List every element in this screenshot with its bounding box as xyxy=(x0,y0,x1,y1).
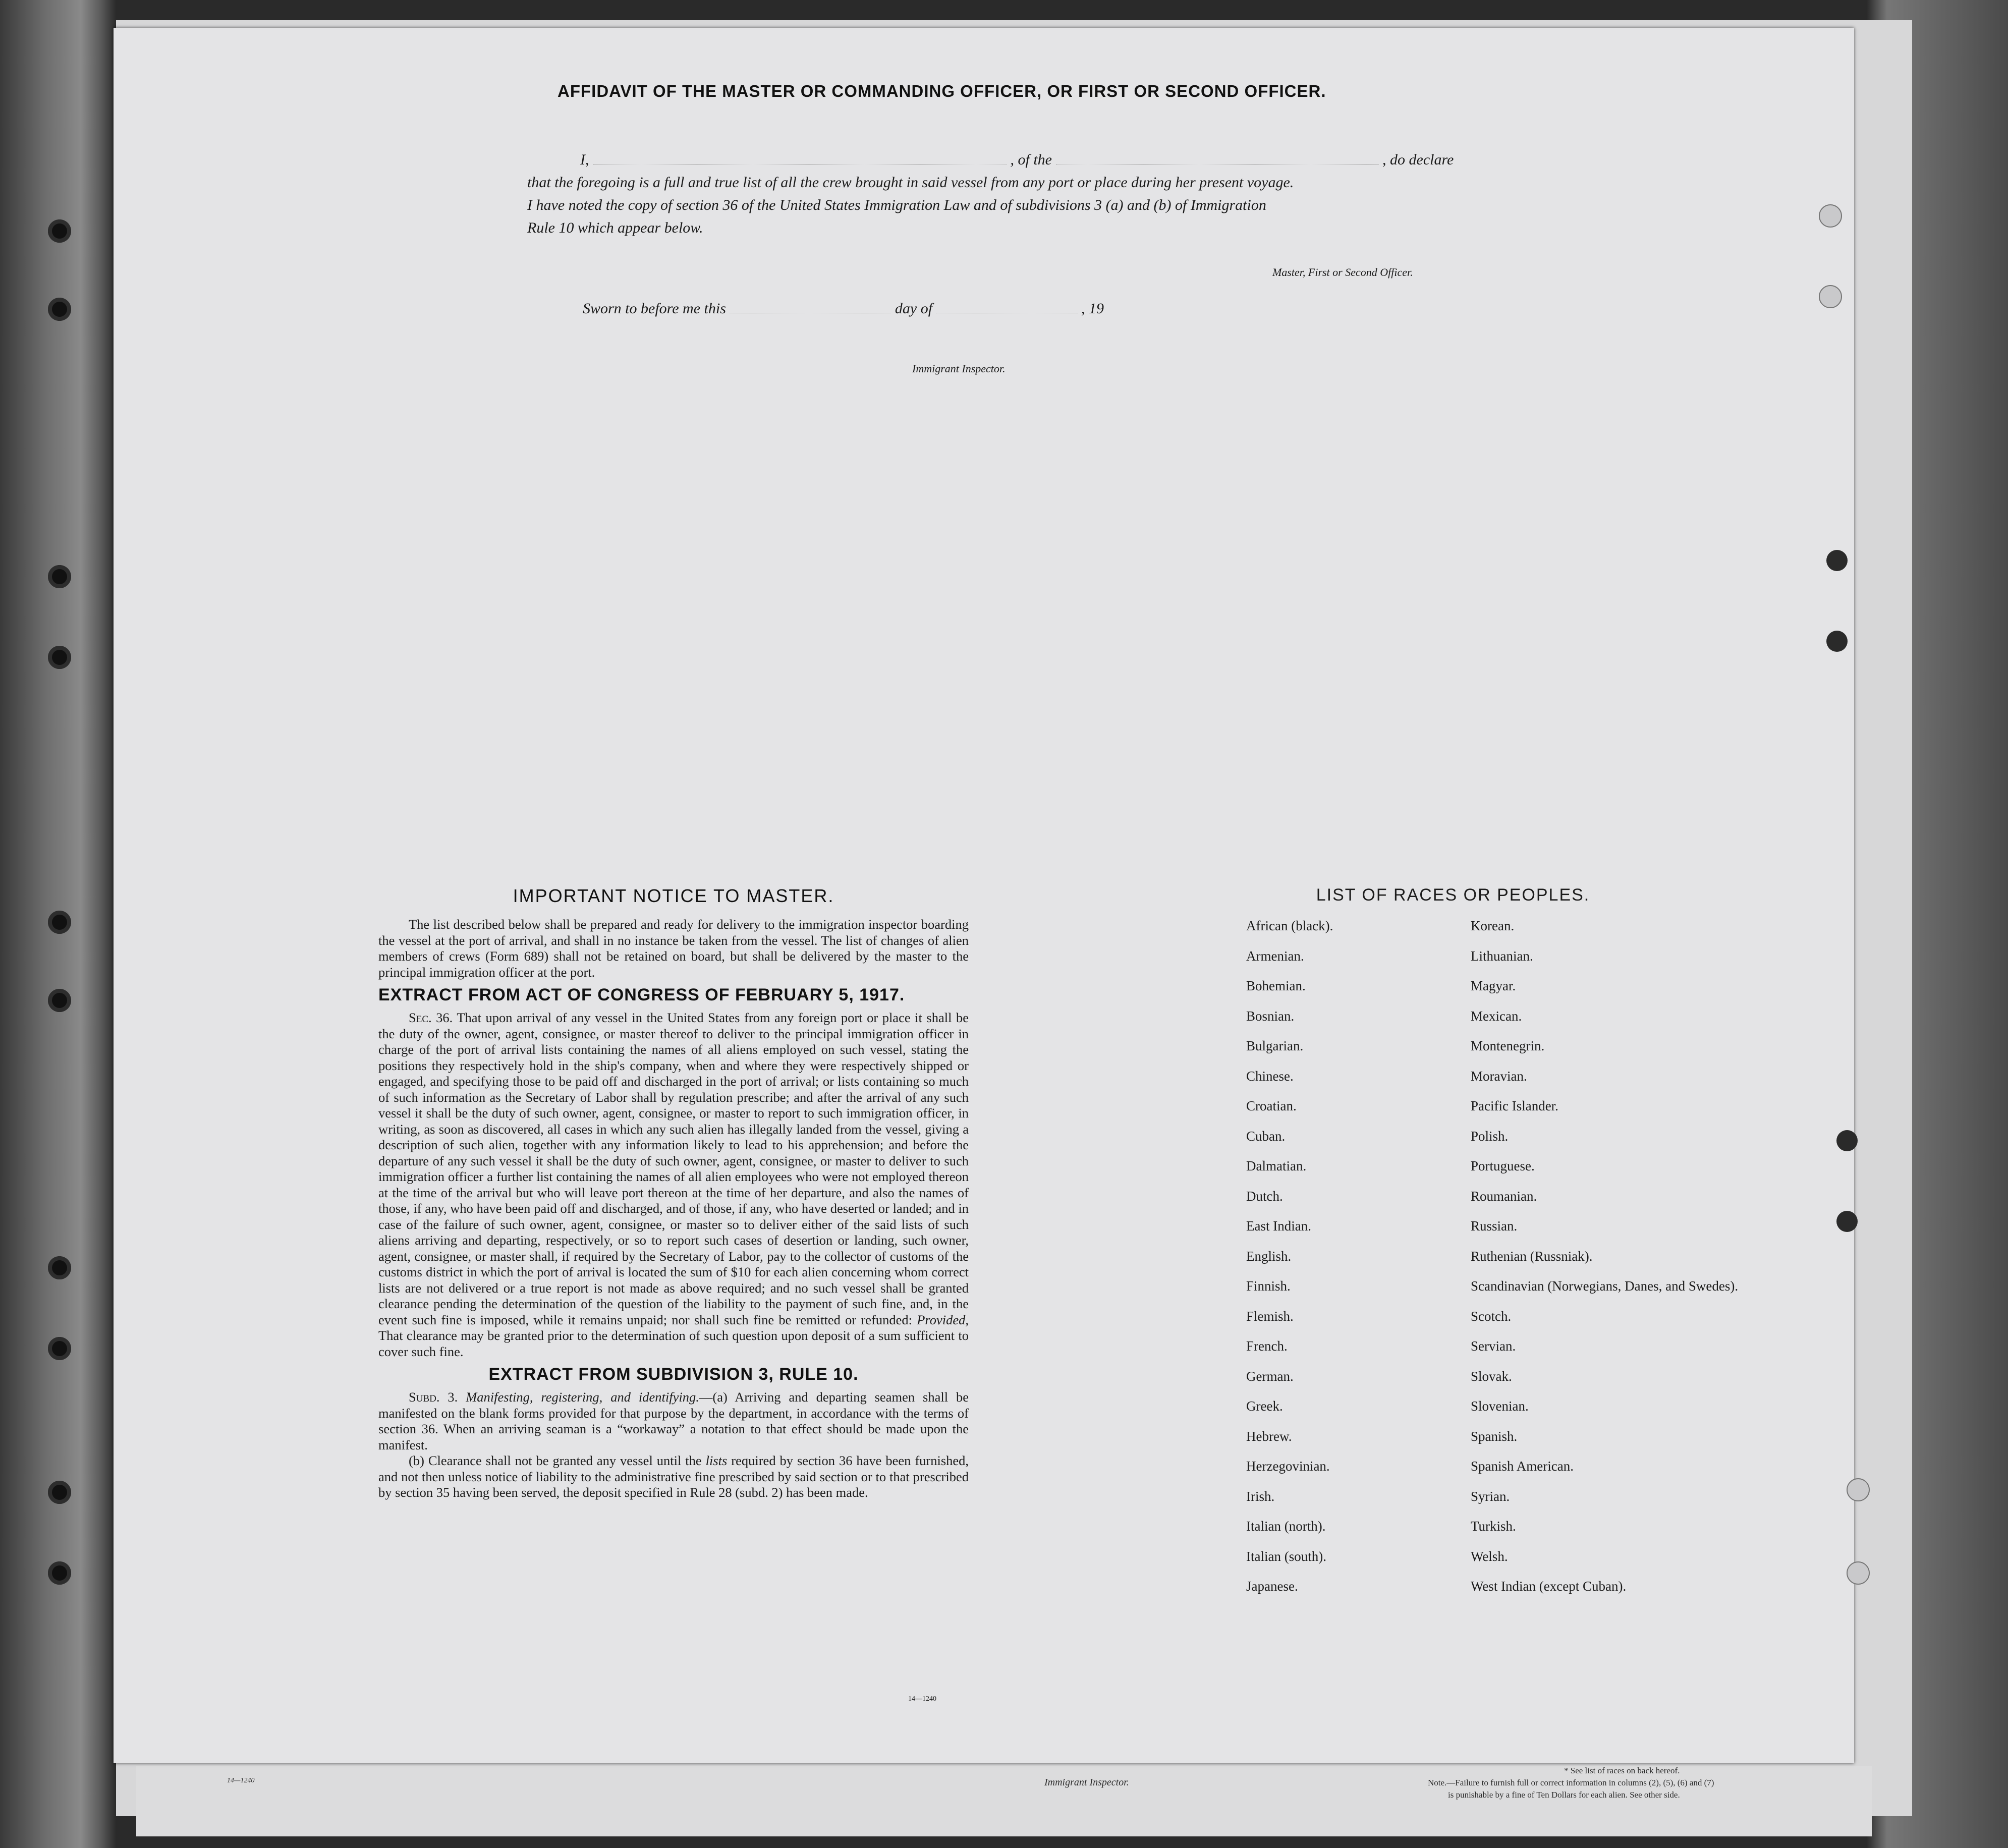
race-item: Portuguese. xyxy=(1471,1158,1535,1173)
race-item: Cuban. xyxy=(1246,1128,1286,1144)
binder-hole xyxy=(48,298,71,321)
punch-hole xyxy=(1819,204,1842,228)
section-36-label: Sec. 36. xyxy=(409,1010,453,1025)
race-item: Korean. xyxy=(1471,918,1515,933)
punch-hole xyxy=(1836,1211,1858,1232)
race-item: Roumanian. xyxy=(1471,1188,1537,1204)
race-item: Moravian. xyxy=(1471,1068,1527,1084)
race-item: Italian (south). xyxy=(1246,1548,1326,1564)
binder-hole xyxy=(48,219,71,243)
race-item: English. xyxy=(1246,1248,1292,1264)
subd-b-start: (b) Clearance shall not be granted any vessel until the xyxy=(409,1453,702,1468)
race-item: Italian (north). xyxy=(1246,1519,1326,1534)
notice-title: IMPORTANT NOTICE TO MASTER. xyxy=(513,885,834,906)
sworn-prefix: Sworn to before me this xyxy=(583,300,726,317)
race-item: Ruthenian (Russniak). xyxy=(1471,1248,1593,1264)
section-36-body: That upon arrival of any vessel in the United States from any foreign port or place it shall be the duty of the owner, agent, consignee, or master thereof to deliver to the principal immigration officer in charge of the port of arrival lists containing the names of all aliens employed on such vessel, stating the positions they respectively hold in the ship's company, when and where they were respectively shipped or engaged, and specifying those to be paid off and discharged in the port of arrival; or lists containing so much of such information as the Secretary of Labor shall by regulation prescribe; and after the arrival of any such vessel it shall be the duty of such owner, agent, consignee, or master to report to such immigration officer, in writing, as soon as discovered, all cases in which any such alien has illegally landed from the vessel, giving a description of such alien, together with any information likely to lead to his apprehension; and before the departure of any such vessel it shall be the duty of such owner, agent, consignee, or master to deliver to such immigration officer a further list containing the names of all alien employees who were not employed thereon at the time of the arrival but who will leave port thereon at the time of her departure, and also the names of those, if any, who have been paid off and discharged, and of those, if any, who have deserted or landed; and in case of the failure of such owner, agent, consignee, or master so to deliver either of the said lists of such aliens arriving and departing, respectively, or so to report such cases of desertion or landing, such owner, agent, consignee, or master shall, if required by the Secretary of Labor, pay to the collector of customs of the customs district in which the port of arrival is located the sum of $10 for each alien concerning whom correct lists are not delivered or a true report is not made as above required; and no such vessel shall be granted clearance pending the determination of the question of the liability to the payment of such fine, and, in the event such fine is imposed, while it remains unpaid; nor shall such fine be remitted or refunded: xyxy=(378,1010,969,1327)
affidavit-line4: Rule 10 which appear below. xyxy=(527,219,703,236)
binder-hole xyxy=(48,646,71,669)
race-item: Hebrew. xyxy=(1246,1428,1292,1444)
binder-hole xyxy=(48,1256,71,1279)
binder-hole xyxy=(48,911,71,934)
section-36-text xyxy=(378,1010,969,1360)
punch-hole xyxy=(1847,1478,1870,1501)
strip-note-line2: is punishable by a fine of Ten Dollars for each alien. See other side. xyxy=(1448,1790,1680,1800)
race-item: Servian. xyxy=(1471,1338,1516,1354)
race-item: Chinese. xyxy=(1246,1068,1294,1084)
punch-hole xyxy=(1826,550,1848,571)
strip-form-number: 14—1240 xyxy=(227,1777,255,1784)
race-item: Slovak. xyxy=(1471,1368,1512,1384)
race-item: Dutch. xyxy=(1246,1188,1283,1204)
race-item: Scandinavian (Norwegians, Danes, and Swedes). xyxy=(1471,1278,1739,1294)
race-item: German. xyxy=(1246,1368,1294,1384)
race-item: Welsh. xyxy=(1471,1548,1508,1564)
race-item: Spanish American. xyxy=(1471,1459,1574,1474)
subd-a-body: —(a) Arriving and departing seamen shall be manifested on the blank forms provided for that purpose by the department, in accordance with the terms of section 36. When an arriving seaman is a “workaway” a notation to that effect should be made upon the manifest. xyxy=(378,1389,969,1452)
affidavit-line3: I have noted the copy of section 36 of the United States Immigration Law and of subdivisions 3 (a) and (b) of Immigration xyxy=(527,197,1266,213)
extract-act-title: EXTRACT FROM ACT OF CONGRESS OF FEBRUARY 5, 1917. xyxy=(378,985,905,1004)
race-item: Scotch. xyxy=(1471,1308,1512,1324)
subd-b-rest: required by section 36 have been furnished, and not then unless notice of liability to the administrative fine prescribed by said section or to that prescribed by section 35 having been served, the deposit specified in Rule 28 (subd. 2) has been made. xyxy=(378,1453,969,1500)
underlying-form-strip xyxy=(136,1766,1872,1836)
notice-text: The list described below shall be prepared and ready for delivery to the immigration inspector boarding the vessel at the port of arrival, and shall in no instance be taken from the vessel. The list of changes of alien members of crews (Form 689) shall not be retained on board, but shall be delivered by the master to the principal immigration officer at the port. xyxy=(378,917,969,980)
affidavit-of-the: , of the xyxy=(1010,151,1052,168)
punch-hole xyxy=(1819,285,1842,308)
race-item: Montenegrin. xyxy=(1471,1038,1545,1053)
affidavit-declare: , do declare xyxy=(1382,151,1454,168)
affidavit-i: I, xyxy=(580,151,589,168)
race-item: Greek. xyxy=(1246,1398,1283,1414)
race-item: Croatian. xyxy=(1246,1098,1297,1113)
sworn-day-of: day of xyxy=(895,300,933,317)
race-item: West Indian (except Cuban). xyxy=(1471,1579,1627,1594)
race-item: Turkish. xyxy=(1471,1519,1516,1534)
strip-inspector-label: Immigrant Inspector. xyxy=(1044,1777,1129,1788)
subd-label: Subd. 3. xyxy=(409,1389,458,1405)
form-number: 14—1240 xyxy=(908,1695,936,1703)
subdivision-a-text xyxy=(378,1389,969,1453)
subdivision-b-text xyxy=(378,1453,969,1501)
race-item: Japanese. xyxy=(1246,1579,1298,1594)
section-36-end: That clearance may be granted prior to the determination of such question upon deposit of a sum sufficient to cover such fine. xyxy=(378,1328,969,1359)
race-item: Flemish. xyxy=(1246,1308,1294,1324)
signature-label: Master, First or Second Officer. xyxy=(1272,266,1413,278)
race-item: Lithuanian. xyxy=(1471,948,1533,964)
subd-heading: Manifesting, registering, and identifying. xyxy=(466,1389,699,1405)
provided-label: Provided, xyxy=(917,1312,969,1327)
affidavit-line1 xyxy=(580,151,1454,169)
punch-hole xyxy=(1847,1561,1870,1585)
race-item: East Indian. xyxy=(1246,1218,1311,1234)
race-item: Finnish. xyxy=(1246,1278,1291,1294)
sworn-year: , 19 xyxy=(1081,300,1104,317)
race-item: Spanish. xyxy=(1471,1428,1518,1444)
race-item: French. xyxy=(1246,1338,1288,1354)
extract-rule-title: EXTRACT FROM SUBDIVISION 3, RULE 10. xyxy=(488,1365,859,1384)
races-column-2 xyxy=(1471,918,1739,1609)
race-item: Pacific Islander. xyxy=(1471,1098,1558,1113)
binder-hole xyxy=(48,1481,71,1504)
binder-hole xyxy=(48,1561,71,1585)
binder-hole xyxy=(48,565,71,588)
race-item: Dalmatian. xyxy=(1246,1158,1307,1173)
races-title: LIST OF RACES OR PEOPLES. xyxy=(1316,885,1590,905)
affidavit-title: AFFIDAVIT OF THE MASTER OR COMMANDING OFFICER, OR FIRST OR SECOND OFFICER. xyxy=(557,82,1326,100)
sworn-line xyxy=(583,300,1104,317)
race-item: Magyar. xyxy=(1471,978,1516,993)
race-item: Bulgarian. xyxy=(1246,1038,1304,1053)
race-item: Russian. xyxy=(1471,1218,1518,1234)
race-item: Polish. xyxy=(1471,1128,1509,1144)
punch-hole xyxy=(1826,631,1848,652)
race-item: Bohemian. xyxy=(1246,978,1306,993)
race-item: Irish. xyxy=(1246,1488,1275,1504)
race-item: Bosnian. xyxy=(1246,1008,1295,1024)
strip-note-line1: Note.—Failure to furnish full or correct information in columns (2), (5), (6) and (7) xyxy=(1428,1778,1714,1787)
subd-b-lists: lists xyxy=(705,1453,728,1468)
binder-hole xyxy=(48,989,71,1012)
race-item: African (black). xyxy=(1246,918,1333,933)
strip-footnote: * See list of races on back hereof. xyxy=(1564,1766,1680,1775)
race-item: Mexican. xyxy=(1471,1008,1522,1024)
inspector-label: Immigrant Inspector. xyxy=(912,362,1006,375)
races-section xyxy=(1246,885,1739,1609)
binder-hole xyxy=(48,1337,71,1360)
race-item: Slovenian. xyxy=(1471,1398,1529,1414)
affidavit-line2: that the foregoing is a full and true list of all the crew brought in said vessel from any port or place during her present voyage. xyxy=(527,174,1294,191)
race-item: Armenian. xyxy=(1246,948,1304,964)
punch-hole xyxy=(1836,1130,1858,1151)
notice-section xyxy=(378,885,969,1501)
race-item: Syrian. xyxy=(1471,1488,1510,1504)
race-item: Herzegovinian. xyxy=(1246,1459,1330,1474)
races-column-1 xyxy=(1246,918,1471,1609)
